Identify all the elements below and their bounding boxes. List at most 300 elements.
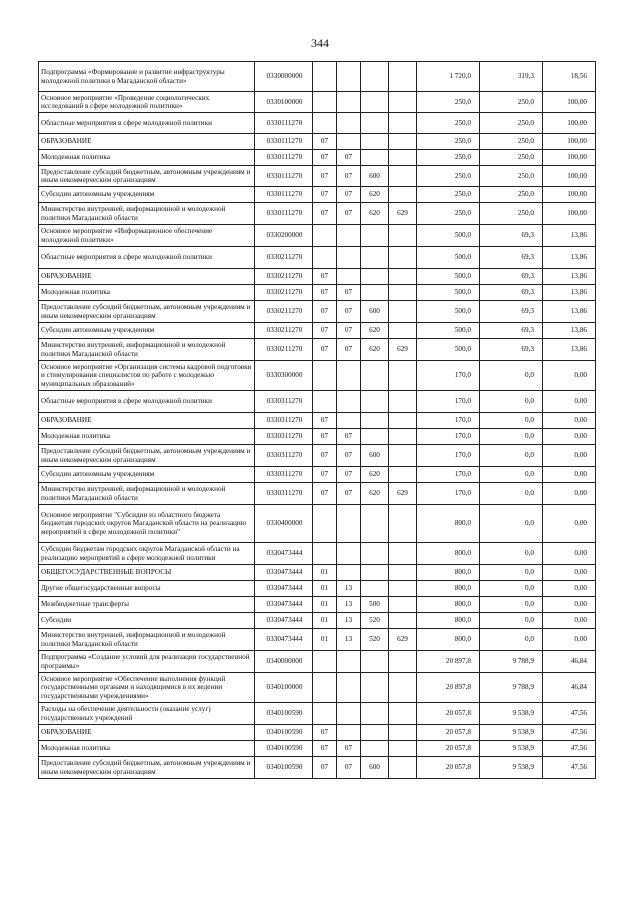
row-administrator xyxy=(389,361,417,391)
row-planned-amount: 250,0 xyxy=(417,203,480,225)
row-expense-type xyxy=(361,673,389,703)
row-expense-type: 620 xyxy=(361,187,389,203)
row-subsection xyxy=(337,565,361,581)
row-actual-amount: 250,0 xyxy=(480,150,543,166)
row-administrator xyxy=(389,92,417,113)
table-row xyxy=(39,113,596,134)
row-subsection xyxy=(337,543,361,565)
row-actual-amount: 69,3 xyxy=(480,225,543,247)
row-planned-amount: 500,0 xyxy=(417,225,480,247)
row-expense-type: 600 xyxy=(361,301,389,323)
row-target-code: 0340100000 xyxy=(255,673,313,703)
row-target-code: 0330211270 xyxy=(255,339,313,361)
row-administrator xyxy=(389,391,417,413)
row-subsection: 07 xyxy=(337,445,361,467)
table-row xyxy=(39,413,596,429)
row-planned-amount: 500,0 xyxy=(417,323,480,339)
row-percent: 0,00 xyxy=(543,581,596,597)
row-expense-type xyxy=(361,225,389,247)
row-target-code: 0340100590 xyxy=(255,741,313,757)
row-name: Основное мероприятие «Организация системы кадровой подготовки и стимулирования специалистов по работе с молодежью муниципальных образований» xyxy=(39,361,255,391)
row-actual-amount: 0,0 xyxy=(480,391,543,413)
row-expense-type xyxy=(361,269,389,285)
row-administrator: 629 xyxy=(389,339,417,361)
row-percent: 47,56 xyxy=(543,725,596,741)
row-section xyxy=(313,113,337,134)
row-target-code: 0330100000 xyxy=(255,92,313,113)
table-row xyxy=(39,339,596,361)
row-percent: 13,86 xyxy=(543,301,596,323)
row-name: ОБЩЕГОСУДАРСТВЕННЫЕ ВОПРОСЫ xyxy=(39,565,255,581)
table-row xyxy=(39,597,596,613)
row-name: Предоставление субсидий бюджетным, автономным учреждениям и иным некоммерческим организациям xyxy=(39,301,255,323)
table-row xyxy=(39,613,596,629)
table-row xyxy=(39,62,596,92)
row-planned-amount: 170,0 xyxy=(417,445,480,467)
row-administrator xyxy=(389,225,417,247)
row-expense-type: 600 xyxy=(361,445,389,467)
row-subsection xyxy=(337,269,361,285)
row-planned-amount: 800,0 xyxy=(417,505,480,543)
row-target-code: 0340100590 xyxy=(255,703,313,725)
row-planned-amount: 500,0 xyxy=(417,301,480,323)
row-target-code: 0330311270 xyxy=(255,413,313,429)
row-planned-amount: 800,0 xyxy=(417,581,480,597)
row-name: Подпрограмма «Создание условий для реализации государственной программы» xyxy=(39,651,255,673)
row-name: Подпрограмма «Формирование и развитие инфраструктуры молодежной политики в Магаданской области» xyxy=(39,62,255,92)
row-subsection: 13 xyxy=(337,629,361,651)
row-planned-amount: 500,0 xyxy=(417,269,480,285)
row-name: Субсидии автономным учреждениям xyxy=(39,187,255,203)
table-row xyxy=(39,323,596,339)
row-subsection xyxy=(337,505,361,543)
row-administrator xyxy=(389,429,417,445)
row-subsection xyxy=(337,62,361,92)
table-row xyxy=(39,741,596,757)
row-section: 07 xyxy=(313,429,337,445)
table-row xyxy=(39,361,596,391)
row-expense-type: 620 xyxy=(361,483,389,505)
table-row xyxy=(39,150,596,166)
row-actual-amount: 0,0 xyxy=(480,597,543,613)
row-percent: 46,84 xyxy=(543,651,596,673)
row-planned-amount: 250,0 xyxy=(417,92,480,113)
row-percent: 13,86 xyxy=(543,323,596,339)
row-administrator xyxy=(389,301,417,323)
row-section: 07 xyxy=(313,413,337,429)
table-row xyxy=(39,301,596,323)
row-subsection: 07 xyxy=(337,187,361,203)
row-actual-amount: 0,0 xyxy=(480,613,543,629)
row-target-code: 0330473444 xyxy=(255,597,313,613)
row-section: 01 xyxy=(313,597,337,613)
row-percent: 0,00 xyxy=(543,543,596,565)
row-subsection: 13 xyxy=(337,613,361,629)
row-section: 07 xyxy=(313,150,337,166)
row-percent: 0,00 xyxy=(543,413,596,429)
row-percent: 100,00 xyxy=(543,203,596,225)
row-administrator: 629 xyxy=(389,483,417,505)
row-subsection xyxy=(337,413,361,429)
row-name: ОБРАЗОВАНИЕ xyxy=(39,269,255,285)
row-target-code: 0330111270 xyxy=(255,187,313,203)
row-percent: 0,00 xyxy=(543,467,596,483)
row-subsection: 07 xyxy=(337,203,361,225)
row-expense-type xyxy=(361,150,389,166)
row-expense-type xyxy=(361,651,389,673)
row-planned-amount: 800,0 xyxy=(417,629,480,651)
row-percent: 100,00 xyxy=(543,187,596,203)
row-target-code: 0330000000 xyxy=(255,62,313,92)
row-planned-amount: 250,0 xyxy=(417,150,480,166)
table-row xyxy=(39,725,596,741)
row-percent: 13,86 xyxy=(543,269,596,285)
row-expense-type xyxy=(361,62,389,92)
row-subsection: 13 xyxy=(337,597,361,613)
row-target-code: 0330211270 xyxy=(255,285,313,301)
row-target-code: 0330300000 xyxy=(255,361,313,391)
row-subsection: 07 xyxy=(337,467,361,483)
row-administrator xyxy=(389,543,417,565)
row-administrator xyxy=(389,725,417,741)
row-expense-type: 600 xyxy=(361,166,389,187)
row-target-code: 0330473444 xyxy=(255,629,313,651)
table-row xyxy=(39,651,596,673)
row-subsection: 13 xyxy=(337,581,361,597)
row-section xyxy=(313,62,337,92)
row-expense-type xyxy=(361,725,389,741)
row-section xyxy=(313,391,337,413)
row-name: Министерство внутренней, информационной и молодежной политики Магаданской области xyxy=(39,483,255,505)
row-percent: 47,56 xyxy=(543,741,596,757)
table-row xyxy=(39,673,596,703)
row-actual-amount: 0,0 xyxy=(480,445,543,467)
row-name: Субсидии автономным учреждениям xyxy=(39,467,255,483)
row-administrator xyxy=(389,467,417,483)
row-target-code: 0330211270 xyxy=(255,301,313,323)
row-name: ОБРАЗОВАНИЕ xyxy=(39,725,255,741)
row-administrator xyxy=(389,741,417,757)
table-row xyxy=(39,629,596,651)
row-expense-type: 620 xyxy=(361,339,389,361)
row-target-code: 0330311270 xyxy=(255,445,313,467)
row-section: 07 xyxy=(313,467,337,483)
table-row xyxy=(39,225,596,247)
row-planned-amount: 20 897,8 xyxy=(417,673,480,703)
row-actual-amount: 0,0 xyxy=(480,361,543,391)
row-planned-amount: 250,0 xyxy=(417,134,480,150)
row-planned-amount: 20 897,8 xyxy=(417,651,480,673)
row-expense-type: 620 xyxy=(361,323,389,339)
table-row xyxy=(39,467,596,483)
row-section xyxy=(313,651,337,673)
row-expense-type: 520 xyxy=(361,613,389,629)
row-name: Молодежная политика xyxy=(39,741,255,757)
row-target-code: 0330400000 xyxy=(255,505,313,543)
row-section: 07 xyxy=(313,269,337,285)
table-row xyxy=(39,134,596,150)
row-administrator xyxy=(389,703,417,725)
row-target-code: 0340000000 xyxy=(255,651,313,673)
row-name: Основное мероприятие "Субсидии из областного бюджета бюджетам городских округов Магаданской области на реализацию мероприятий в сфере молодежной политики" xyxy=(39,505,255,543)
table-row xyxy=(39,581,596,597)
row-percent: 100,00 xyxy=(543,150,596,166)
row-expense-type xyxy=(361,113,389,134)
row-name: Молодежная политика xyxy=(39,285,255,301)
row-target-code: 0330200000 xyxy=(255,225,313,247)
row-percent: 0,00 xyxy=(543,483,596,505)
row-expense-type xyxy=(361,134,389,150)
row-administrator xyxy=(389,581,417,597)
row-percent: 46,84 xyxy=(543,673,596,703)
row-actual-amount: 250,0 xyxy=(480,134,543,150)
row-actual-amount: 0,0 xyxy=(480,483,543,505)
row-subsection xyxy=(337,247,361,269)
row-administrator xyxy=(389,150,417,166)
row-actual-amount: 69,3 xyxy=(480,269,543,285)
row-planned-amount: 250,0 xyxy=(417,113,480,134)
row-section: 07 xyxy=(313,339,337,361)
row-actual-amount: 250,0 xyxy=(480,203,543,225)
row-target-code: 0330311270 xyxy=(255,483,313,505)
row-section xyxy=(313,247,337,269)
table-body xyxy=(39,62,596,779)
row-subsection xyxy=(337,703,361,725)
row-percent: 100,00 xyxy=(543,134,596,150)
row-actual-amount: 250,0 xyxy=(480,187,543,203)
row-planned-amount: 170,0 xyxy=(417,361,480,391)
row-name: Областные мероприятия в сфере молодежной политики xyxy=(39,113,255,134)
row-target-code: 0330473444 xyxy=(255,565,313,581)
row-name: Межбюджетные трансферты xyxy=(39,597,255,613)
table-row xyxy=(39,269,596,285)
row-subsection xyxy=(337,651,361,673)
row-expense-type: 520 xyxy=(361,629,389,651)
row-section: 07 xyxy=(313,187,337,203)
row-percent: 18,56 xyxy=(543,62,596,92)
row-administrator: 629 xyxy=(389,629,417,651)
row-planned-amount: 800,0 xyxy=(417,543,480,565)
row-target-code: 0330311270 xyxy=(255,391,313,413)
row-name: Областные мероприятия в сфере молодежной политики xyxy=(39,391,255,413)
row-percent: 0,00 xyxy=(543,629,596,651)
row-name: Расходы на обеспечение деятельности (оказание услуг) государственных учреждений xyxy=(39,703,255,725)
row-planned-amount: 800,0 xyxy=(417,565,480,581)
table-row xyxy=(39,505,596,543)
row-section xyxy=(313,703,337,725)
row-expense-type: 500 xyxy=(361,597,389,613)
row-planned-amount: 800,0 xyxy=(417,613,480,629)
row-actual-amount: 319,3 xyxy=(480,62,543,92)
row-expense-type: 620 xyxy=(361,203,389,225)
row-planned-amount: 20 057,8 xyxy=(417,703,480,725)
row-expense-type xyxy=(361,703,389,725)
row-name: Другие общегосударственные вопросы xyxy=(39,581,255,597)
row-name: Министерство внутренней, информационной и молодежной политики Магаданской области xyxy=(39,203,255,225)
row-section xyxy=(313,92,337,113)
row-percent: 100,00 xyxy=(543,113,596,134)
row-planned-amount: 20 057,8 xyxy=(417,741,480,757)
row-name: Молодежная политика xyxy=(39,429,255,445)
row-name: ОБРАЗОВАНИЕ xyxy=(39,413,255,429)
row-section: 01 xyxy=(313,629,337,651)
row-actual-amount: 0,0 xyxy=(480,581,543,597)
row-target-code: 0330473444 xyxy=(255,581,313,597)
row-planned-amount: 20 057,8 xyxy=(417,725,480,741)
row-percent: 13,86 xyxy=(543,225,596,247)
row-administrator xyxy=(389,134,417,150)
row-percent: 13,86 xyxy=(543,285,596,301)
row-actual-amount: 69,3 xyxy=(480,285,543,301)
row-percent: 0,00 xyxy=(543,597,596,613)
row-administrator xyxy=(389,613,417,629)
row-actual-amount: 9 788,9 xyxy=(480,651,543,673)
row-name: Министерство внутренней, информационной и молодежной политики Магаданской области xyxy=(39,629,255,651)
row-expense-type xyxy=(361,391,389,413)
row-subsection xyxy=(337,225,361,247)
row-name: Предоставление субсидий бюджетным, автономным учреждениям и иным некоммерческим организациям xyxy=(39,166,255,187)
row-administrator xyxy=(389,285,417,301)
row-percent: 0,00 xyxy=(543,445,596,467)
row-actual-amount: 9 788,9 xyxy=(480,673,543,703)
row-name: Предоставление субсидий бюджетным, автономным учреждениям и иным некоммерческим организациям xyxy=(39,445,255,467)
table-row xyxy=(39,166,596,187)
table-row xyxy=(39,92,596,113)
row-percent: 47,56 xyxy=(543,757,596,779)
row-section xyxy=(313,673,337,703)
row-percent: 100,00 xyxy=(543,92,596,113)
row-percent: 0,00 xyxy=(543,613,596,629)
row-target-code: 0340100590 xyxy=(255,725,313,741)
row-planned-amount: 500,0 xyxy=(417,247,480,269)
row-section: 07 xyxy=(313,134,337,150)
row-target-code: 0330111270 xyxy=(255,166,313,187)
row-subsection: 07 xyxy=(337,339,361,361)
row-expense-type xyxy=(361,413,389,429)
row-percent: 0,00 xyxy=(543,505,596,543)
table-row xyxy=(39,565,596,581)
row-actual-amount: 0,0 xyxy=(480,467,543,483)
row-administrator xyxy=(389,247,417,269)
row-administrator xyxy=(389,673,417,703)
row-percent: 0,00 xyxy=(543,361,596,391)
row-expense-type xyxy=(361,92,389,113)
table-row xyxy=(39,391,596,413)
row-name: Субсидии бюджетам городских округов Магаданской области на реализацию мероприятий в сфере молодежной политики xyxy=(39,543,255,565)
row-actual-amount: 0,0 xyxy=(480,429,543,445)
table-row xyxy=(39,203,596,225)
row-section xyxy=(313,225,337,247)
table-row xyxy=(39,483,596,505)
row-expense-type xyxy=(361,581,389,597)
row-percent: 13,86 xyxy=(543,247,596,269)
row-administrator xyxy=(389,565,417,581)
row-subsection: 07 xyxy=(337,757,361,779)
row-planned-amount: 170,0 xyxy=(417,483,480,505)
row-administrator xyxy=(389,597,417,613)
row-planned-amount: 170,0 xyxy=(417,467,480,483)
row-subsection: 07 xyxy=(337,150,361,166)
row-administrator xyxy=(389,445,417,467)
row-section: 07 xyxy=(313,725,337,741)
row-section: 07 xyxy=(313,445,337,467)
row-actual-amount: 9 538,9 xyxy=(480,703,543,725)
row-section: 07 xyxy=(313,323,337,339)
row-target-code: 0330311270 xyxy=(255,467,313,483)
row-subsection xyxy=(337,725,361,741)
row-administrator xyxy=(389,187,417,203)
row-planned-amount: 500,0 xyxy=(417,285,480,301)
row-target-code: 0330211270 xyxy=(255,269,313,285)
row-expense-type xyxy=(361,543,389,565)
row-administrator xyxy=(389,413,417,429)
row-actual-amount: 0,0 xyxy=(480,629,543,651)
row-percent: 0,00 xyxy=(543,565,596,581)
row-planned-amount: 250,0 xyxy=(417,187,480,203)
row-subsection: 07 xyxy=(337,741,361,757)
row-actual-amount: 69,3 xyxy=(480,323,543,339)
row-administrator xyxy=(389,651,417,673)
row-expense-type xyxy=(361,505,389,543)
row-section xyxy=(313,505,337,543)
row-percent: 0,00 xyxy=(543,429,596,445)
row-actual-amount: 250,0 xyxy=(480,113,543,134)
row-expense-type xyxy=(361,247,389,269)
row-percent: 47,56 xyxy=(543,703,596,725)
row-name: Областные мероприятия в сфере молодежной политики xyxy=(39,247,255,269)
row-actual-amount: 0,0 xyxy=(480,543,543,565)
row-expense-type xyxy=(361,285,389,301)
row-name: Министерство внутренней, информационной и молодежной политики Магаданской области xyxy=(39,339,255,361)
row-planned-amount: 170,0 xyxy=(417,413,480,429)
row-administrator xyxy=(389,166,417,187)
row-target-code: 0330211270 xyxy=(255,247,313,269)
row-subsection xyxy=(337,391,361,413)
row-name: Молодежная политика xyxy=(39,150,255,166)
row-section: 07 xyxy=(313,301,337,323)
row-target-code: 0330311270 xyxy=(255,429,313,445)
table-row xyxy=(39,429,596,445)
row-name: ОБРАЗОВАНИЕ xyxy=(39,134,255,150)
row-actual-amount: 69,3 xyxy=(480,247,543,269)
row-name: Основное мероприятие «Информационное обеспечение молодежной политики» xyxy=(39,225,255,247)
row-planned-amount: 170,0 xyxy=(417,429,480,445)
row-expense-type: 620 xyxy=(361,467,389,483)
table-row xyxy=(39,757,596,779)
row-section: 07 xyxy=(313,285,337,301)
row-planned-amount: 800,0 xyxy=(417,597,480,613)
row-planned-amount: 1 720,0 xyxy=(417,62,480,92)
row-section: 01 xyxy=(313,581,337,597)
row-subsection: 07 xyxy=(337,285,361,301)
row-name: Предоставление субсидий бюджетным, автономным учреждениям и иным некоммерческим организациям xyxy=(39,757,255,779)
row-actual-amount: 0,0 xyxy=(480,413,543,429)
row-administrator: 629 xyxy=(389,203,417,225)
row-name: Основное мероприятие «Проведение социологических исследований в сфере молодежной политики» xyxy=(39,92,255,113)
row-expense-type xyxy=(361,429,389,445)
row-subsection xyxy=(337,113,361,134)
row-actual-amount: 69,3 xyxy=(480,339,543,361)
row-section: 07 xyxy=(313,166,337,187)
row-section xyxy=(313,543,337,565)
row-section xyxy=(313,361,337,391)
row-expense-type: 600 xyxy=(361,757,389,779)
table-row xyxy=(39,285,596,301)
row-expense-type xyxy=(361,361,389,391)
row-subsection: 07 xyxy=(337,323,361,339)
row-target-code: 0340100590 xyxy=(255,757,313,779)
row-target-code: 0330111270 xyxy=(255,134,313,150)
